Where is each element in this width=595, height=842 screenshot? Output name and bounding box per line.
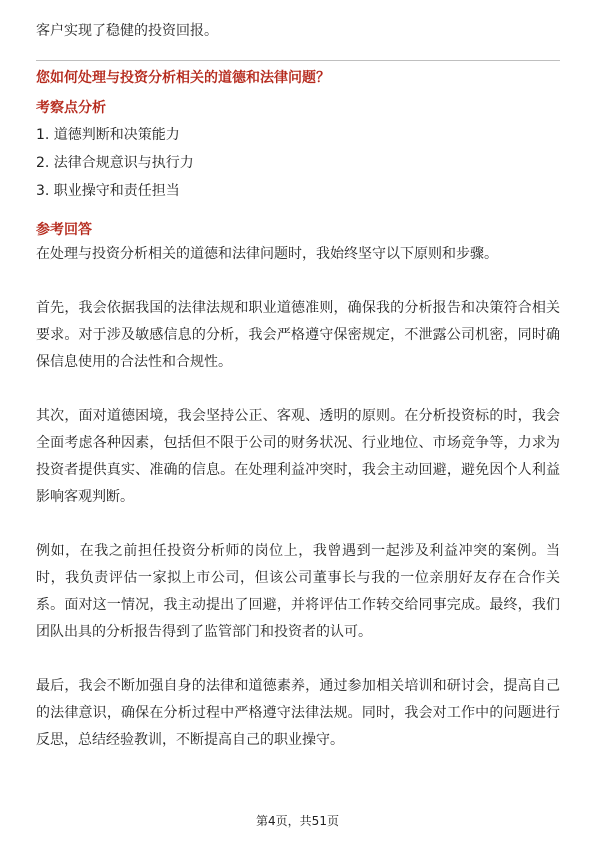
question-heading: 您如何处理与投资分析相关的道德和法律问题？ (36, 70, 330, 86)
page-number-footer: 第4页，共51页 (256, 814, 339, 828)
answer-paragraph: 例如，在我之前担任投资分析师的岗位上，我曾遇到一起涉及利益冲突的案例。当时，我负责评估一家拟上市公司，但该公司董事长与我的一位亲朋好友存在合作关系。面对这一情况，我主动提出了回避，并将评估工作转交给同事完成。最终，我们团队出具的分析报告得到了监管部门和投资者的认可。 (36, 543, 560, 640)
answer-paragraph: 在处理与投资分析相关的道德和法律问题时，我始终坚守以下原则和步骤。 (36, 246, 498, 262)
answer-paragraph: 最后，我会不断加强自身的法律和道德素养，通过参加相关培训和研讨会，提高自己的法律意识，确保在分析过程中严格遵守法律法规。同时，我会对工作中的问题进行反思，总结经验教训，不断提高自己的职业操守。 (36, 678, 560, 748)
section-divider (36, 60, 560, 61)
list-item: 2. 法律合规意识与执行力 (36, 155, 194, 171)
answer-paragraph: 其次，面对道德困境，我会坚持公正、客观、透明的原则。在分析投资标的时，我会全面考虑各种因素，包括但不限于公司的财务状况、行业地位、市场竞争等，力求为投资者提供真实、准确的信息。在处理利益冲突时，我会主动回避，避免因个人利益影响客观判断。 (36, 408, 560, 505)
answer-paragraph: 首先，我会依据我国的法律法规和职业道德准则，确保我的分析报告和决策符合相关要求。对于涉及敏感信息的分析，我会严格遵守保密规定，不泄露公司机密，同时确保信息使用的合法性和合规性。 (36, 300, 560, 370)
answer-heading: 参考回答 (36, 222, 92, 238)
list-item: 1. 道德判断和决策能力 (36, 127, 180, 143)
answer-body (36, 241, 560, 781)
intro-text: 客户实现了稳健的投资回报。 (36, 23, 218, 39)
list-item: 3. 职业操守和责任担当 (36, 183, 180, 199)
analysis-heading: 考察点分析 (36, 100, 106, 116)
analysis-points-list (36, 121, 194, 205)
